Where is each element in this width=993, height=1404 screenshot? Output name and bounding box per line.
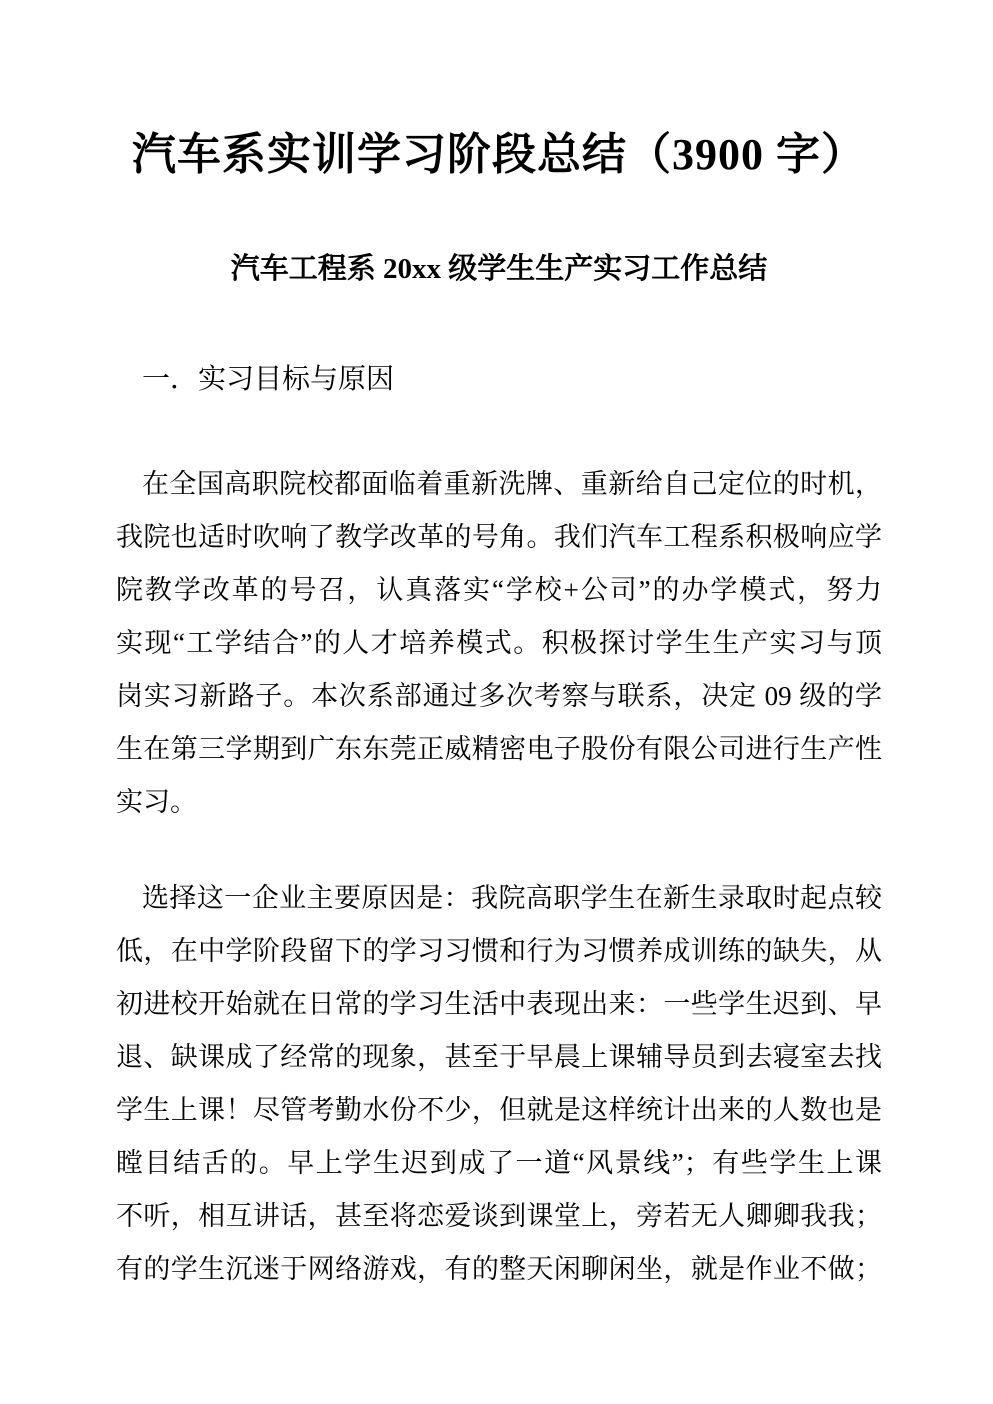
text-line: 在全国高职院校都面临着重新洗牌、重新给自己定位的时机， — [142, 469, 882, 499]
text-line: 有的学生沉迷于网络游戏，有的整天闲聊闲坐，就是作业不做； — [116, 1254, 882, 1284]
sections — [116, 355, 882, 1296]
text-line: 选择这一企业主要原因是：我院高职学生在新生录取时起点较 — [142, 883, 882, 913]
text-line: 我院也适时吹响了教学改革的号角。我们汽车工程系积极响应学 — [116, 522, 882, 552]
text-line: 初进校开始就在日常的学习生活中表现出来：一些学生迟到、早 — [116, 989, 882, 1019]
text-line: 岗实习新路子。本次系部通过多次考察与联系，决定 09 级的学 — [116, 681, 882, 711]
text-line: 实习。 — [116, 787, 197, 817]
text-line: 瞠目结舌的。早上学生迟到成了一道“风景线”；有些学生上课 — [116, 1148, 882, 1178]
document-title: 汽车系实训学习阶段总结（3900 字） — [132, 130, 866, 179]
text-line: 退、缺课成了经常的现象，甚至于早晨上课辅导员到去寝室去找 — [116, 1042, 882, 1072]
text-line: 生在第三学期到广东东莞正威精密电子股份有限公司进行生产性 — [116, 734, 882, 764]
text-line: 实现“工学结合”的人才培养模式。积极探讨学生生产实习与顶 — [116, 628, 882, 658]
text-line: 学生上课！尽管考勤水份不少，但就是这样统计出来的人数也是 — [116, 1095, 882, 1125]
document-subtitle: 汽车工程系 20xx 级学生生产实习工作总结 — [230, 253, 768, 285]
text-line: 院教学改革的号召，认真落实“学校+公司”的办学模式，努力 — [116, 575, 882, 605]
paragraph — [116, 872, 882, 1296]
section-heading: 一．实习目标与原因 — [142, 364, 395, 395]
text-line: 不听，相互讲话，甚至将恋爱谈到课堂上，旁若无人卿卿我我； — [116, 1201, 882, 1231]
paragraph — [116, 458, 882, 829]
text-line: 低，在中学阶段留下的学习习惯和行为习惯养成训练的缺失，从 — [116, 936, 882, 966]
